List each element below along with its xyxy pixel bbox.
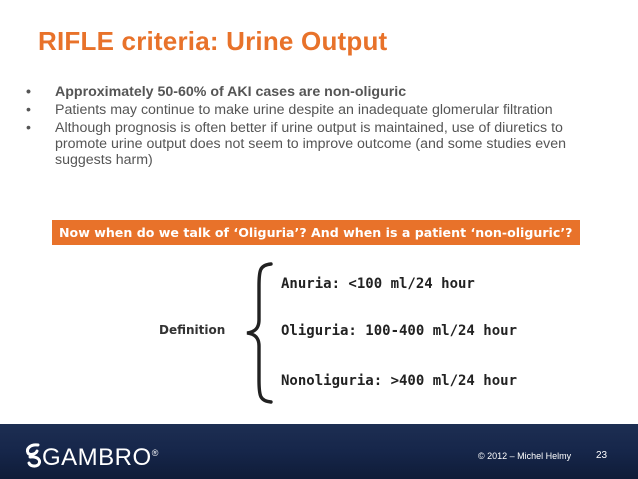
- bullet-list: [26, 84, 586, 170]
- gambro-logo: [24, 442, 164, 472]
- curly-brace-icon: [240, 262, 276, 404]
- logo-wordmark: GAMBRO®: [42, 444, 159, 471]
- definition-nonoliguria: Nonoliguria: >400 ml/24 hour: [281, 373, 518, 389]
- definition-oliguria: Oliguria: 100-400 ml/24 hour: [281, 323, 518, 339]
- definition-anuria: Anuria: <100 ml/24 hour: [281, 276, 475, 292]
- gambro-swirl-icon: [24, 442, 44, 468]
- slide-title: RIFLE criteria: Urine Output: [38, 26, 388, 56]
- bullet-item: • Approximately 50-60% of AKI cases are non-oliguric: [26, 84, 586, 100]
- definition-label: Definition: [159, 323, 226, 337]
- question-banner: Now when do we talk of ‘Oliguria’? And when is a patient ‘non-oliguric’?: [52, 220, 580, 245]
- footer-bar: [0, 424, 638, 479]
- bullet-item: • Although prognosis is often better if urine output is maintained, use of diuretics to promote urine output does not seem to improve outcome (and some studies even suggests harm): [26, 120, 586, 168]
- copyright-text: © 2012 – Michel Helmy: [478, 451, 572, 461]
- page-number: 23: [596, 450, 608, 461]
- bullet-item: • Patients may continue to make urine despite an inadequate glomerular filtration: [26, 102, 586, 118]
